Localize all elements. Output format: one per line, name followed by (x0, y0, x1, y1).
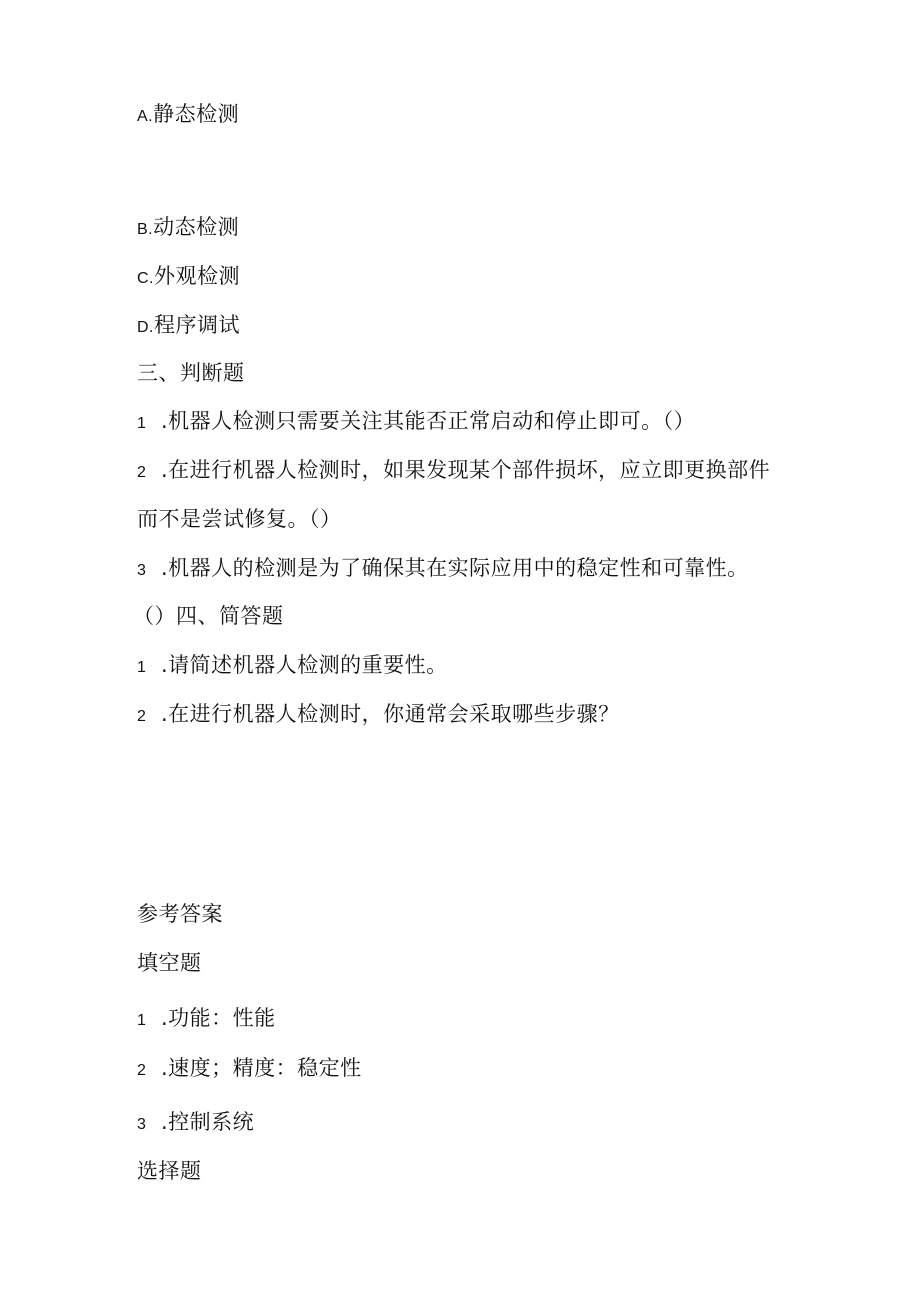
section-judgment-heading: 三、判断题 (137, 361, 245, 385)
item-text: .在进行机器人检测时，如果发现某个部件损坏，应立即更换部件 (161, 458, 771, 482)
fill-heading: 填空题 (137, 951, 202, 975)
item-text: .在进行机器人检测时，你通常会采取哪些步骤？ (161, 702, 620, 726)
short-answer-item-2 (137, 700, 620, 731)
item-text: .请简述机器人检测的重要性。 (161, 653, 448, 677)
item-text: .速度；精度：稳定性 (161, 1056, 362, 1080)
item-number: 1 (137, 659, 147, 676)
item-number: 3 (137, 562, 147, 579)
fill-answer-3 (137, 1108, 254, 1139)
option-b (137, 213, 239, 244)
option-c (137, 262, 240, 293)
item-number: 1 (137, 415, 147, 432)
option-text: 外观检测 (154, 264, 240, 288)
judgment-item-2 (137, 456, 770, 487)
answers-heading: 参考答案 (137, 902, 223, 926)
item-text: .功能：性能 (161, 1006, 276, 1030)
option-a (137, 100, 239, 131)
item-text: .机器人的检测是为了确保其在实际应用中的稳定性和可靠性。 (161, 556, 749, 580)
short-answer-item-1 (137, 651, 448, 682)
judgment-item-1 (137, 407, 695, 438)
item-text: .机器人检测只需要关注其能否正常启动和停止即可。（） (161, 409, 696, 433)
option-text: 动态检测 (153, 215, 240, 239)
section-short-answer-heading: （）四、简答题 (133, 604, 284, 628)
option-letter: A. (137, 108, 154, 125)
option-letter: C. (137, 270, 154, 287)
item-text: .控制系统 (161, 1110, 255, 1134)
option-text: 程序调试 (154, 313, 240, 337)
option-letter: D. (137, 319, 154, 336)
item-number: 2 (137, 464, 147, 481)
option-d (137, 311, 240, 342)
fill-answer-1 (137, 1004, 276, 1035)
item-number: 3 (137, 1116, 147, 1133)
option-letter: B. (137, 221, 154, 238)
choice-heading: 选择题 (137, 1159, 202, 1183)
judgment-item-3 (137, 554, 749, 585)
option-text: 静态检测 (153, 102, 240, 126)
fill-answer-2 (137, 1054, 362, 1085)
item-number: 2 (137, 708, 147, 725)
item-number: 2 (137, 1062, 147, 1079)
judgment-item-2-continuation: 而不是尝试修复。（） (137, 507, 342, 531)
item-number: 1 (137, 1012, 147, 1029)
